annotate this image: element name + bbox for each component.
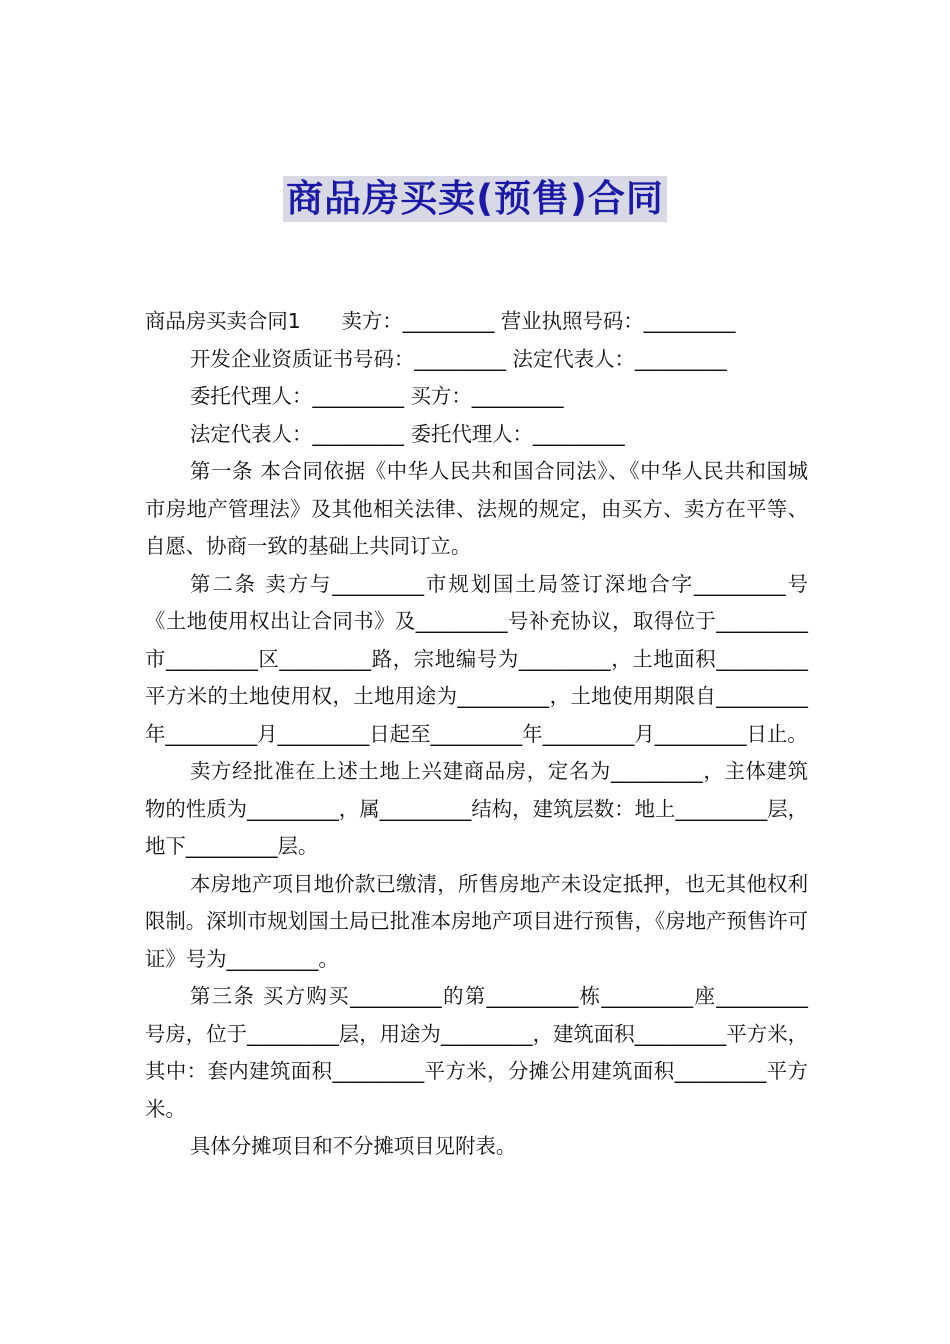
paragraph-land-price: 本房地产项目地价款已缴清，所售房地产未设定抵押，也无其他权利限制。深圳市规划国土局已批准本房地产项目进行预售，《房地产预售许可证》号为_________。 bbox=[145, 871, 808, 971]
party-line-buyer-rep: 法定代表人：_________ 委托代理人：_________ bbox=[190, 421, 625, 446]
party-line-agent-buyer: 委托代理人：_________ 买方：_________ bbox=[190, 384, 564, 408]
document-body bbox=[145, 303, 808, 1166]
article-1: 第一条 本合同依据《中华人民共和国合同法》、《中华人民共和国城市房地产管理法》及其他相关法律、法规的规定，由买方、卖方在平等、自愿、协商一致的基础上共同订立。 bbox=[145, 459, 808, 558]
article-3: 第三条 买方购买_________的第_________栋_________座_________号房，位于_________层，用途为_________，建筑面积_________平方米，其中：套内建筑面积_________平方米，分摊公用建筑面积_________平方米。 bbox=[145, 984, 808, 1121]
party-line-seller: 商品房买卖合同1 卖方：_________ 营业执照号码：_________ bbox=[145, 309, 736, 333]
title-area bbox=[0, 176, 950, 222]
paragraph-appendix: 具体分摊项目和不分摊项目见附表。 bbox=[190, 1134, 517, 1158]
article-2: 第二条 卖方与_________市规划国土局签订深地合字_________号《土地使用权出让合同书》及_________号补充协议，取得位于_________市_________区_________路，宗地编号为_________，土地面积_________平方米的土地使用权，土地用途为_________，土地使用期限自_________年_________月_________日起至_________年_________月_________日止。 bbox=[145, 571, 808, 746]
paragraph-building: 卖方经批准在上述土地上兴建商品房，定名为_________，主体建筑物的性质为_________，属_________结构，建筑层数：地上_________层，地下_________层。 bbox=[145, 759, 808, 858]
document-title: 商品房买卖(预售)合同 bbox=[283, 176, 667, 222]
party-line-qualification: 开发企业资质证书号码：_________ 法定代表人：_________ bbox=[190, 346, 727, 371]
